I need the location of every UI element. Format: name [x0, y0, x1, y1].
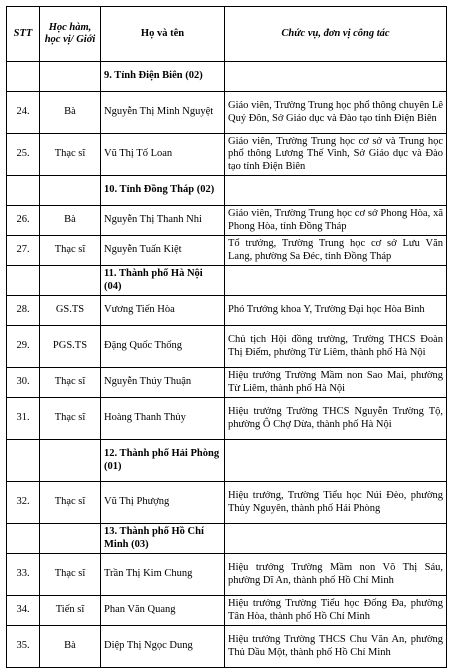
stt-cell — [7, 266, 40, 296]
name-cell: Đặng Quốc Thống — [101, 326, 225, 368]
title-cell: Thạc sĩ — [40, 368, 101, 398]
stt-cell — [7, 62, 40, 92]
header-title: Học hàm, học vị/ Giới — [40, 7, 101, 62]
table-row — [7, 554, 447, 596]
stt-cell: 26. — [7, 206, 40, 236]
stt-cell: 35. — [7, 626, 40, 668]
position-cell — [225, 62, 447, 92]
stt-cell: 27. — [7, 236, 40, 266]
name-cell: Vương Tiến Hòa — [101, 296, 225, 326]
name-cell: Trần Thị Kim Chung — [101, 554, 225, 596]
table-row — [7, 296, 447, 326]
position-cell: Hiệu trưởng Trường Mầm non Sao Mai, phường Từ Liêm, thành phố Hà Nội — [225, 368, 447, 398]
stt-cell — [7, 176, 40, 206]
position-cell: Hiệu trưởng, Trường Tiểu học Núi Đèo, phường Thủy Nguyên, thành phố Hải Phòng — [225, 482, 447, 524]
group-row — [7, 440, 447, 482]
title-cell: Bà — [40, 92, 101, 134]
title-cell — [40, 266, 101, 296]
stt-cell: 34. — [7, 596, 40, 626]
award-list-table — [6, 6, 447, 668]
group-row — [7, 524, 447, 554]
position-cell: Giáo viên, Trường Trung học cơ sở Phong Hòa, xã Phong Hòa, tỉnh Đồng Tháp — [225, 206, 447, 236]
position-cell: Phó Trưởng khoa Y, Trường Đại học Hòa Bình — [225, 296, 447, 326]
title-cell: Thạc sĩ — [40, 398, 101, 440]
header-row — [7, 7, 447, 62]
name-cell: Nguyễn Thúy Thuận — [101, 368, 225, 398]
position-cell: Giáo viên, Trường Trung học phổ thông chuyên Lê Quý Đôn, Sở Giáo dục và Đào tạo tỉnh Điện Biên — [225, 92, 447, 134]
group-name: 12. Thành phố Hải Phòng (01) — [101, 440, 225, 482]
position-cell — [225, 176, 447, 206]
stt-cell: 31. — [7, 398, 40, 440]
group-row — [7, 176, 447, 206]
title-cell — [40, 176, 101, 206]
stt-cell: 33. — [7, 554, 40, 596]
table-row — [7, 92, 447, 134]
table-row — [7, 236, 447, 266]
stt-cell: 24. — [7, 92, 40, 134]
name-cell: Nguyễn Thị Minh Nguyệt — [101, 92, 225, 134]
title-cell: Thạc sĩ — [40, 236, 101, 266]
table-row — [7, 482, 447, 524]
table-row — [7, 134, 447, 176]
header-stt: STT — [7, 7, 40, 62]
name-cell: Phan Văn Quang — [101, 596, 225, 626]
group-name: 10. Tỉnh Đồng Tháp (02) — [101, 176, 225, 206]
position-cell: Chủ tịch Hội đồng trường, Trường THCS Đoàn Thị Điểm, phường Từ Liêm, thành phố Hà Nội — [225, 326, 447, 368]
title-cell — [40, 62, 101, 92]
name-cell: Nguyễn Thị Thanh Nhi — [101, 206, 225, 236]
position-cell: Hiệu trưởng Trường THCS Chu Văn An, phường Thủ Dầu Một, thành phố Hồ Chí Minh — [225, 626, 447, 668]
position-cell: Hiệu trưởng Trường Mầm non Võ Thị Sáu, phường Dĩ An, thành phố Hồ Chí Minh — [225, 554, 447, 596]
group-name: 13. Thành phố Hồ Chí Minh (03) — [101, 524, 225, 554]
position-cell — [225, 524, 447, 554]
table-row — [7, 326, 447, 368]
stt-cell: 25. — [7, 134, 40, 176]
name-cell: Diệp Thị Ngọc Dung — [101, 626, 225, 668]
title-cell: Bà — [40, 206, 101, 236]
stt-cell: 32. — [7, 482, 40, 524]
group-row — [7, 266, 447, 296]
title-cell: PGS.TS — [40, 326, 101, 368]
title-cell — [40, 440, 101, 482]
position-cell: Hiệu trưởng Trường THCS Nguyễn Trường Tộ, phường Ô Chợ Dừa, thành phố Hà Nội — [225, 398, 447, 440]
name-cell: Hoàng Thanh Thủy — [101, 398, 225, 440]
title-cell — [40, 524, 101, 554]
title-cell: Tiến sĩ — [40, 596, 101, 626]
title-cell: Thạc sĩ — [40, 482, 101, 524]
table-row — [7, 596, 447, 626]
stt-cell: 28. — [7, 296, 40, 326]
stt-cell: 30. — [7, 368, 40, 398]
position-cell: Giáo viên, Trường Trung học cơ sở và Trung học phổ thông Lương Thế Vinh, Sở Giáo dục và Đào tạo tỉnh Điện Biên — [225, 134, 447, 176]
name-cell: Nguyễn Tuấn Kiệt — [101, 236, 225, 266]
position-cell: Hiệu trưởng Trường Tiểu học Đống Đa, phường Tân Hòa, thành phố Hồ Chí Minh — [225, 596, 447, 626]
position-cell — [225, 440, 447, 482]
position-cell — [225, 266, 447, 296]
title-cell: Thạc sĩ — [40, 554, 101, 596]
name-cell: Vũ Thị Phượng — [101, 482, 225, 524]
table-row — [7, 368, 447, 398]
table-body — [7, 62, 447, 668]
title-cell: Bà — [40, 626, 101, 668]
table-row — [7, 626, 447, 668]
header-position: Chức vụ, đơn vị công tác — [225, 7, 447, 62]
group-name: 9. Tỉnh Điện Biên (02) — [101, 62, 225, 92]
stt-cell: 29. — [7, 326, 40, 368]
stt-cell — [7, 524, 40, 554]
name-cell: Vũ Thị Tố Loan — [101, 134, 225, 176]
group-name: 11. Thành phố Hà Nội (04) — [101, 266, 225, 296]
header-name: Họ và tên — [101, 7, 225, 62]
title-cell: GS.TS — [40, 296, 101, 326]
position-cell: Tổ trưởng, Trường Trung học cơ sở Lưu Văn Lang, phường Sa Đéc, tỉnh Đồng Tháp — [225, 236, 447, 266]
table-row — [7, 398, 447, 440]
title-cell: Thạc sĩ — [40, 134, 101, 176]
stt-cell — [7, 440, 40, 482]
group-row — [7, 62, 447, 92]
table-row — [7, 206, 447, 236]
